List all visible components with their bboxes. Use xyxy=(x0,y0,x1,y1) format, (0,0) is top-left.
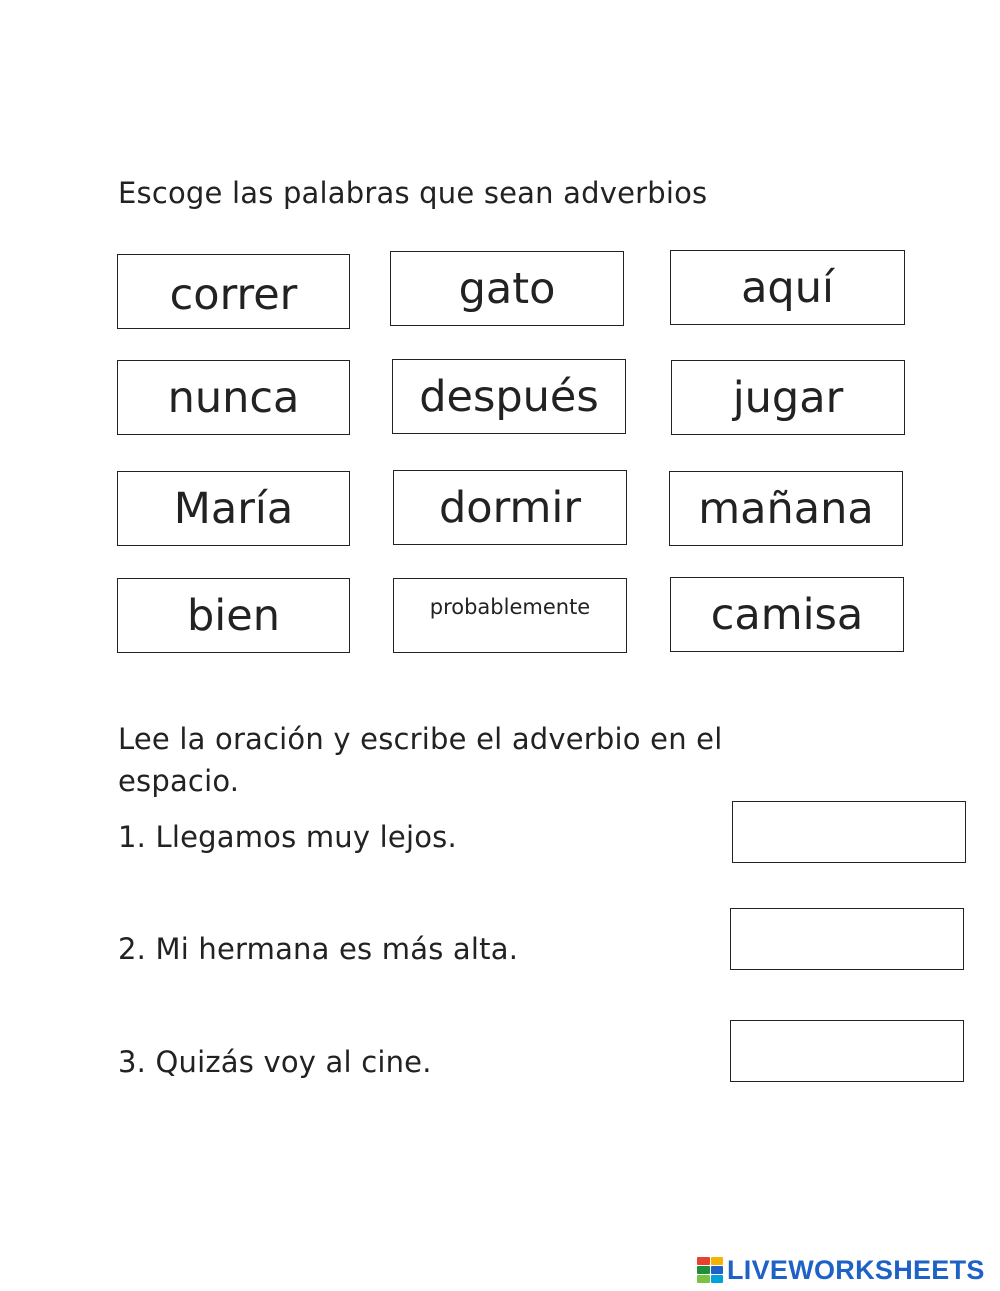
word-box-gato[interactable]: gato xyxy=(390,251,624,326)
word-box-jugar[interactable]: jugar xyxy=(671,360,905,435)
word-box-dormir[interactable]: dormir xyxy=(393,470,627,545)
word-box-nunca[interactable]: nunca xyxy=(117,360,350,435)
word-box-despues[interactable]: después xyxy=(392,359,626,434)
liveworksheets-logo xyxy=(697,1253,985,1287)
answer-field-1[interactable] xyxy=(732,801,966,863)
instruction-write-adverb-line2: espacio. xyxy=(118,764,240,798)
word-box-bien[interactable]: bien xyxy=(117,578,350,653)
logo-blocks-icon xyxy=(697,1257,723,1283)
word-box-aqui[interactable]: aquí xyxy=(670,250,905,325)
sentence-3: 3. Quizás voy al cine. xyxy=(118,1045,432,1079)
logo-wordmark: LIVEWORKSHEETS xyxy=(727,1254,985,1285)
sentence-2: 2. Mi hermana es más alta. xyxy=(118,932,519,966)
instruction-write-adverb-line1: Lee la oración y escribe el adverbio en el xyxy=(118,722,723,756)
word-box-probablemente[interactable]: probablemente xyxy=(393,578,627,653)
instruction-choose-adverbs: Escoge las palabras que sean adverbios xyxy=(118,176,708,210)
word-box-maria[interactable]: María xyxy=(117,471,350,546)
answer-field-3[interactable] xyxy=(730,1020,964,1082)
word-box-manana[interactable]: mañana xyxy=(669,471,903,546)
word-box-correr[interactable]: correr xyxy=(117,254,350,329)
answer-field-2[interactable] xyxy=(730,908,964,970)
sentence-1: 1. Llegamos muy lejos. xyxy=(118,820,457,854)
word-box-camisa[interactable]: camisa xyxy=(670,577,904,652)
